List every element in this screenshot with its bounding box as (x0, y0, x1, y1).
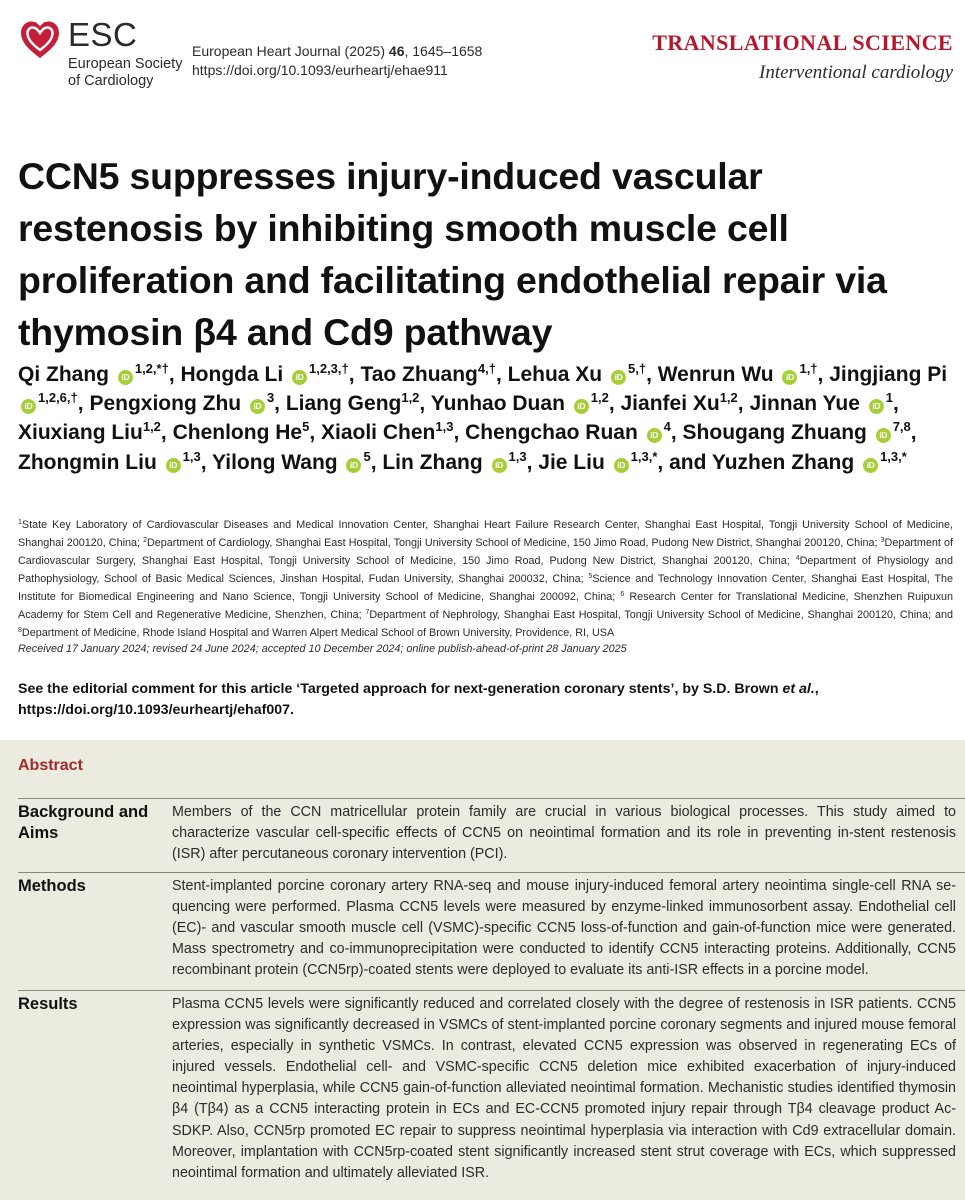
affiliation-number: 2 (143, 537, 147, 544)
author-affiliation-marker: 1,3 (435, 419, 454, 435)
author-name: Qi Zhang (18, 363, 109, 386)
author-separator: , (168, 363, 181, 386)
orcid-icon[interactable]: iD (166, 458, 181, 473)
affiliation-text: Department of Physiology and Pathophysiology, School of Basic Medical Sciences, Jinshan Hospital, Fudan University, Shanghai 200032, China; (18, 555, 953, 585)
author (18, 448, 201, 474)
editorial-doi-link[interactable]: , https://doi.org/10.1093/eurheartj/ehaf007. (18, 681, 819, 718)
author-name: Yilong Wang (212, 450, 338, 474)
author-affiliation-marker: 1 (885, 390, 894, 406)
author (173, 421, 310, 444)
author-affiliation-marker: 4 (663, 419, 671, 435)
author (538, 448, 658, 474)
author-affiliation-marker: 1,3,* (880, 448, 907, 464)
author (212, 448, 371, 474)
author-separator: , (910, 421, 917, 445)
abstract-section-methods (18, 872, 965, 988)
author-name: Xiuxiang Liu (18, 421, 143, 445)
author-separator: , and (657, 450, 712, 474)
author (431, 392, 609, 415)
author-separator: , (200, 450, 213, 474)
affiliation-text: Department of Cardiovascular Surgery, Shanghai East Hospital, Tongji University School of Medicine, 150 Jimo Road, Pudong New District, Shanghai 200120, China; (18, 537, 953, 567)
affiliation-text: Science and Technology Innovation Center, Shanghai East Hospital, The Institute for Biomedical Engineering and Nano Science, Tongji University School of Medicine, Shanghai 200092, China; (18, 573, 953, 603)
affiliation-number: 3 (880, 537, 885, 544)
author-separator: , (453, 421, 466, 445)
article-title: CCN5 suppresses injury-induced vascular restenosis by inhibiting smooth muscle cell proliferation and facilitating endothelial repair via thymosin β4 and Cd9 pathway (18, 155, 887, 353)
society-name: European Society of Cardiology (68, 56, 183, 89)
author (286, 392, 420, 415)
orcid-icon[interactable]: iD (250, 399, 265, 414)
orcid-icon[interactable]: iD (647, 428, 662, 443)
author-name: Jingjiang Pi (829, 363, 948, 386)
orcid-icon[interactable]: iD (292, 370, 307, 385)
journal-citation: European Heart Journal (2025) 46, 1645–1658 https://doi.org/10.1093/eurheartj/ehae911 (192, 43, 483, 78)
author-name: Zhongmin Liu (18, 450, 157, 474)
author-affiliation-marker: 5 (363, 448, 371, 464)
author-separator: , (370, 450, 383, 474)
received-dates: Received 17 January 2024; revised 24 June 2024; accepted 10 December 2024; online publish-ahead-of-print 28 January 2025 (18, 643, 627, 655)
affiliation-number: 1 (18, 519, 22, 526)
author-affiliation-marker: 1,3,* (630, 448, 658, 464)
author-separator: , (348, 363, 361, 386)
affiliation-text: Department of Nephrology, Shanghai East Hospital, Tongji University School of Medicine, Shanghai 200120, China; and (369, 609, 953, 621)
orcid-icon[interactable]: iD (574, 399, 589, 414)
orcid-icon[interactable]: iD (869, 399, 884, 414)
author (465, 421, 671, 444)
author-name: Jinnan Yue (749, 392, 860, 416)
orcid-icon[interactable]: iD (21, 399, 36, 414)
author (508, 363, 646, 386)
abstract-section-results (18, 990, 965, 1200)
author-separator: , (737, 392, 750, 416)
abstract-label: Methods (18, 877, 86, 895)
esc-heart-logo (18, 18, 62, 62)
doi-link[interactable]: https://doi.org/10.1093/eurheartj/ehae911 (192, 62, 448, 78)
affiliation-number: 6 (620, 591, 625, 598)
orcid-icon[interactable]: iD (863, 458, 878, 473)
author-affiliation-marker: 1,2 (142, 419, 161, 435)
author (658, 363, 818, 386)
author-name: Tao Zhuang (360, 363, 478, 386)
author-separator: , (608, 392, 621, 416)
journal-header (0, 0, 965, 110)
abstract-label: Background and Aims (18, 803, 149, 842)
author-affiliation-marker: 1,2,6,† (38, 390, 78, 406)
affiliation-text: Department of Cardiology, Shanghai East Hospital, Tongji University School of Medicine, 150 Jimo Road, Pudong New District, Shanghai 200120, China; (146, 537, 881, 549)
orcid-icon[interactable]: iD (346, 458, 361, 473)
author-affiliation-marker: 1,2 (719, 390, 738, 406)
abstract-box (0, 740, 965, 1200)
author-separator: , (817, 363, 830, 386)
author-name: Chengchao Ruan (465, 421, 638, 445)
author (711, 448, 907, 474)
author-name: Wenrun Wu (657, 363, 774, 386)
author (18, 363, 169, 386)
author-affiliation-marker: 3 (266, 390, 275, 406)
author-separator: , (274, 392, 286, 416)
abstract-text: Stent-implanted porcine coronary artery RNA-seq and mouse injury-induced femoral artery neointima single-cell RNA sequencing were performed. Plasma CCN5 levels were measured by enzyme-linked immunosorbent assay. Endothelial cell (EC)- and vascular smooth muscle cell (VSMC)-specific CCN5 loss-of-function and gain-of-function mice were generated. Mass spectrometry and co-immunoprecipitation were conducted to identify CCN5 interacting proteins. Additionally, CCN5 recombinant protein (CCN5rp)-coated stents were deployed to evaluate its anti-ISR effects in a porcine model. (172, 878, 956, 979)
author-affiliation-marker: 5 (302, 419, 310, 435)
author-affiliation-marker: 1,2,*† (134, 361, 169, 376)
author-affiliation-marker: 1,2 (590, 390, 609, 406)
orcid-icon[interactable]: iD (492, 458, 507, 473)
author-affiliation-marker: 1,3 (182, 448, 201, 464)
affiliation-text: State Key Laboratory of Cardiovascular Diseases and Medical Innovation Center, Shanghai Heart Failure Research Center, Shanghai East Hospital, Tongji University School of Medicine, Shanghai 200120, China; (18, 519, 953, 549)
author-name: Shougang Zhuang (682, 421, 867, 445)
author-affiliation-marker: 1,2,3,† (309, 361, 349, 376)
orcid-icon[interactable]: iD (876, 428, 891, 443)
author-name: Lin Zhang (382, 450, 483, 474)
author-affiliation-marker: 4,† (477, 361, 496, 376)
author-separator: , (646, 363, 658, 386)
author-name: Pengxiong Zhu (89, 392, 242, 416)
affiliation-text: Department of Medicine, Rhode Island Hospital and Warren Alpert Medical School of Brown University, Providence, RI, USA (21, 627, 615, 639)
affiliation-number: 7 (365, 609, 370, 616)
orcid-icon[interactable]: iD (782, 370, 797, 385)
author (89, 392, 274, 415)
affiliation-number: 5 (588, 573, 593, 580)
article-section: TRANSLATIONAL SCIENCE (652, 30, 953, 55)
orcid-icon[interactable]: iD (611, 370, 626, 385)
author-separator: , (526, 450, 539, 474)
article-subsection: Interventional cardiology (759, 62, 953, 83)
author-separator: , (893, 392, 899, 416)
author-name: Hongda Li (180, 363, 284, 386)
author-name: Jie Liu (538, 450, 605, 474)
author (382, 448, 527, 474)
author-separator: , (160, 421, 173, 445)
affiliation-number: 8 (18, 627, 22, 634)
author (683, 421, 911, 444)
esc-logo-text: ESC (68, 16, 138, 53)
author (181, 363, 349, 386)
affiliations (18, 516, 953, 642)
abstract-text: Plasma CCN5 levels were significantly reduced and correlated closely with the degree of restenosis in ISR patients. CCN5 expression was significantly decreased in VSMCs of stent-implanted porcine coronary segments and injured mouse femoral arteries, especially in synthetic VSMCs. In contrast, elevated CCN5 expression was observed in regenerating ECs of injured vessels. Endothelial cell- and VSMC-specific CCN5 deletion mice exhibited exacerbation of injury-induced neointimal hyperplasia, while CCN5 gain-of-function alleviated neointimal formation. Mechanistic studies identified thymosin β4 (Tβ4) as a CCN5 interacting protein in ECs and EC-CCN5 promoted injury repair through Tβ4 cleavage product Ac-SDKP. Also, CCN5rp promoted EC repair to suppress neointimal hyperplasia via interaction with Cd9 extracellular domain. Moreover, implantation with CCN5rp-coated stent significantly increased stent strut coverage with ECs, which suppressed neointimal formation and ultimately alleviated ISR. (172, 996, 956, 1181)
author (621, 392, 738, 415)
editorial-comment: See the editorial comment for this article ‘Targeted approach for next-generation coronary stents’, by S.D. Brown et al., https://doi.org/10.1093/eurheartj/ehaf007. (18, 681, 819, 718)
author-name: Jianfei Xu (620, 392, 720, 416)
author-affiliation-marker: 1,3 (508, 448, 527, 464)
author (18, 421, 161, 444)
author-name: Lehua Xu (507, 363, 603, 386)
affiliation-number: 4 (795, 555, 800, 562)
author-name: Liang Geng (285, 392, 402, 416)
author-list (18, 360, 953, 477)
affiliation-text: Research Center for Translational Medicine, Shenzhen Ruipuxun Academy for Stem Cell and Regenerative Medicine, Shenzhen, China; (18, 591, 953, 621)
author-affiliation-marker: 1,2 (401, 390, 420, 406)
author-separator: , (495, 363, 508, 386)
author-name: Yuzhen Zhang (711, 450, 855, 474)
author-name: Xiaoli Chen (321, 421, 436, 445)
orcid-icon[interactable]: iD (118, 370, 133, 385)
orcid-icon[interactable]: iD (614, 458, 629, 473)
author-affiliation-marker: 7,8 (892, 419, 911, 435)
author-name: Chenlong He (172, 421, 303, 445)
author-affiliation-marker: 1,† (799, 361, 818, 376)
author-affiliation-marker: 5,† (627, 361, 647, 376)
abstract-heading: Abstract (18, 757, 83, 774)
abstract-text: Members of the CCN matricellular protein family are crucial in various biological processes. This study aimed to characterize vascular cell-specific effects of CCN5 on neointimal formation and its role in preventing in-stent restenosis (ISR) after percutaneous coronary intervention (PCI). (172, 804, 956, 863)
author-name: Yunhao Duan (430, 392, 565, 416)
author (360, 363, 496, 386)
abstract-label: Results (18, 995, 78, 1013)
author-separator: , (419, 392, 431, 416)
author (321, 421, 453, 444)
author-separator: , (309, 421, 321, 445)
author-separator: , (670, 421, 683, 445)
author (749, 392, 893, 415)
author-separator: , (77, 392, 90, 416)
abstract-section-background (18, 798, 965, 872)
